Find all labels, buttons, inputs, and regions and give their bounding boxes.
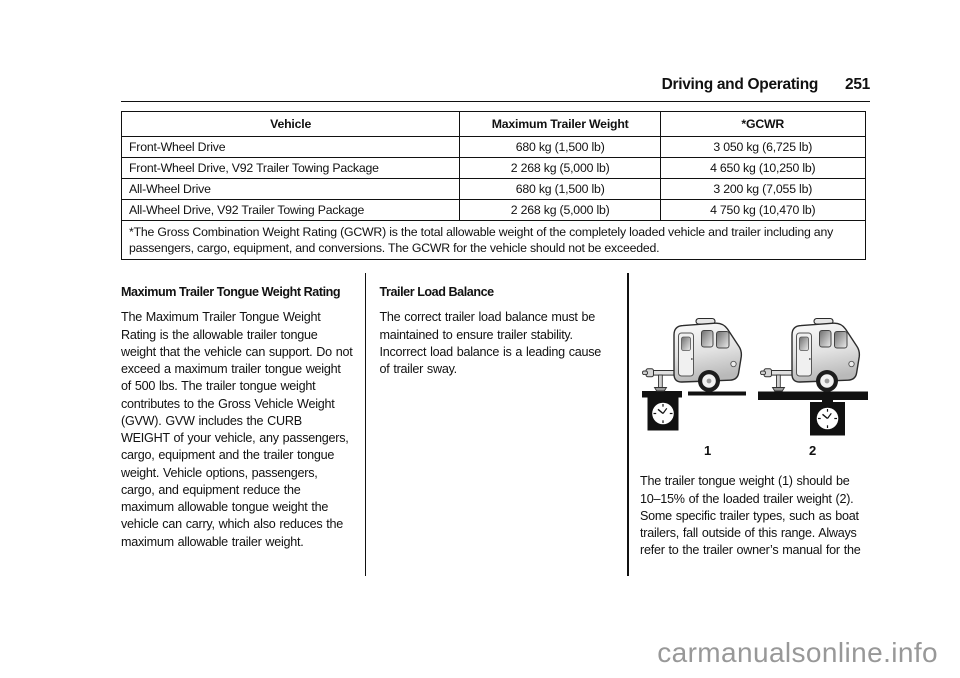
section-title: Driving and Operating xyxy=(661,76,819,93)
table-cell-gcwr: 3 200 kg (7,055 lb) xyxy=(661,179,865,200)
section-tongue-weight-rating xyxy=(121,273,365,576)
page-content xyxy=(121,76,870,576)
section-heading: Maximum Trailer Tongue Weight Rating xyxy=(121,285,341,300)
table-header-row xyxy=(122,112,866,137)
table-header-gcwr: *GCWR xyxy=(661,112,865,137)
section-body-text: The Maximum Trailer Tongue Weight Rating is the allowable trailer tongue weight that the vehicle can support. Do not exceed a maximum trailer tongue weight of 500 lbs. The trailer tongue weight contributes to the Gross Vehicle Weight (GVW). GVW includes the CURB WEIGHT of your vehicle, any passengers, cargo, equipment and the trailer tongue weight. Vehicle options, passengers, cargo, and equipment reduce the maximum allowable tongue weight the vehicle can carry, which also reduces the maximum allowable trailer weight. xyxy=(121,310,353,549)
trailer-on-platform-scale-icon xyxy=(758,319,868,436)
trailer-scales-illustration xyxy=(640,311,870,461)
trailer-tongue-on-scale-icon xyxy=(642,319,746,431)
table-header-vehicle: Vehicle xyxy=(122,112,460,137)
table-cell-gcwr: 4 650 kg (10,250 lb) xyxy=(661,158,865,179)
trailer-load-figure xyxy=(640,311,870,461)
table-cell-weight: 680 kg (1,500 lb) xyxy=(460,179,661,200)
table-header-max-trailer-weight: Maximum Trailer Weight xyxy=(460,112,661,137)
table-footnote-row xyxy=(122,221,866,260)
table-row xyxy=(122,137,866,158)
table-cell-gcwr: 4 750 kg (10,470 lb) xyxy=(661,200,865,221)
table-row xyxy=(122,158,866,179)
watermark: carmanualsonline.info xyxy=(657,637,938,668)
table-cell-weight: 2 268 kg (5,000 lb) xyxy=(460,200,661,221)
section-heading: Trailer Load Balance xyxy=(379,285,494,300)
table-cell-gcwr: 3 050 kg (6,725 lb) xyxy=(661,137,865,158)
table-row xyxy=(122,200,866,221)
table-cell-vehicle: Front-Wheel Drive xyxy=(122,137,460,158)
figure-caption: The trailer tongue weight (1) should be 10–15% of the loaded trailer weight (2). Some specific trailer types, such as boat trailers, fall outside of this range. Always refer to the trailer owner’s manual for the xyxy=(640,474,861,558)
page-header xyxy=(121,76,870,101)
figure-label-1: 1 xyxy=(704,443,712,459)
table-cell-vehicle: All-Wheel Drive xyxy=(122,179,460,200)
trailer-weight-table xyxy=(121,111,866,260)
section-figure-column xyxy=(629,273,870,576)
table-row xyxy=(122,179,866,200)
table-footnote: *The Gross Combination Weight Rating (GCWR) is the total allowable weight of the completely loaded vehicle and trailer including any passengers, cargo, equipment, and conversions. The GCWR for the vehicle should not be exceeded. xyxy=(122,221,866,260)
table-cell-vehicle: All-Wheel Drive, V92 Trailer Towing Package xyxy=(122,200,460,221)
page-number: 251 xyxy=(845,76,870,93)
table-cell-weight: 680 kg (1,500 lb) xyxy=(460,137,661,158)
table-cell-weight: 2 268 kg (5,000 lb) xyxy=(460,158,661,179)
three-column-section xyxy=(121,273,870,576)
section-trailer-load-balance xyxy=(366,273,627,576)
table-cell-vehicle: Front-Wheel Drive, V92 Trailer Towing Package xyxy=(122,158,460,179)
header-rule xyxy=(121,101,870,102)
figure-label-2: 2 xyxy=(809,443,817,459)
section-body-text: The correct trailer load balance must be maintained to ensure trailer stability. Incorrect load balance is a leading cause of trailer sway. xyxy=(379,310,602,377)
